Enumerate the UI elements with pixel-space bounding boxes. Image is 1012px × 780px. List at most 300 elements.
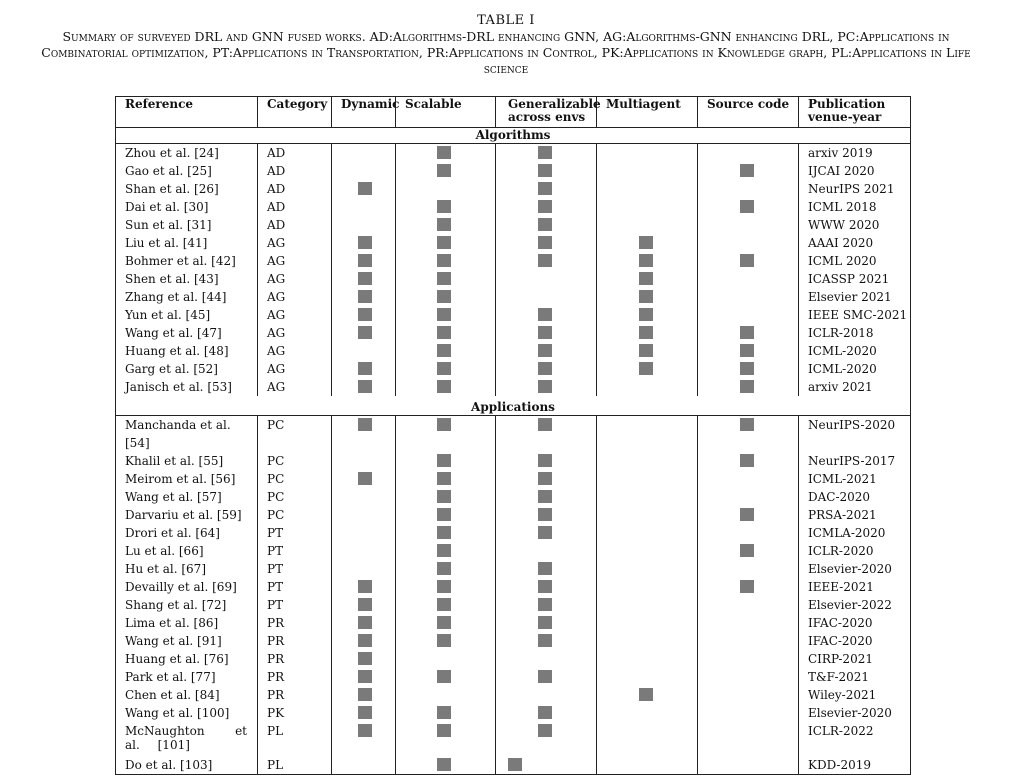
- cell-generalizable: [496, 234, 597, 252]
- cell-generalizable: [496, 306, 597, 324]
- filled-square-icon: [538, 454, 552, 467]
- filled-square-icon: [437, 290, 451, 303]
- table-row: [116, 288, 911, 306]
- cell-multiagent: [597, 686, 698, 704]
- filled-square-icon: [740, 508, 754, 521]
- cell-dynamic: [332, 288, 396, 306]
- cell-multiagent: [597, 180, 698, 198]
- cell-multiagent: [597, 560, 698, 578]
- cell-category: PL: [258, 722, 332, 756]
- table-caption: [20, 12, 992, 77]
- filled-square-icon: [538, 308, 552, 321]
- table-row: [116, 488, 911, 506]
- filled-square-icon: [437, 344, 451, 357]
- cell-venue: ICML-2021: [799, 470, 911, 488]
- table-row: [116, 686, 911, 704]
- cell-reference: Liu et al. [41]: [116, 234, 258, 252]
- cell-venue: Elsevier-2020: [799, 704, 911, 722]
- filled-square-icon: [538, 598, 552, 611]
- filled-square-icon: [538, 526, 552, 539]
- filled-square-icon: [358, 670, 372, 683]
- cell-reference: Khalil et al. [55]: [116, 452, 258, 470]
- cell-scalable: [396, 506, 496, 524]
- cell-scalable: [396, 342, 496, 360]
- cell-venue: ICMLA-2020: [799, 524, 911, 542]
- cell-scalable: [396, 198, 496, 216]
- cell-reference: Shang et al. [72]: [116, 596, 258, 614]
- filled-square-icon: [358, 326, 372, 339]
- cell-category: PC: [258, 470, 332, 488]
- cell-multiagent: [597, 144, 698, 163]
- col-generalizable: Generalizable across envs: [496, 97, 597, 128]
- table-row: [116, 650, 911, 668]
- filled-square-icon: [538, 236, 552, 249]
- col-dynamic: Dynamic: [332, 97, 396, 128]
- cell-generalizable: [496, 596, 597, 614]
- cell-source-code: [698, 180, 799, 198]
- cell-dynamic: [332, 756, 396, 775]
- filled-square-icon: [538, 344, 552, 357]
- cell-multiagent: [597, 360, 698, 378]
- cell-source-code: [698, 234, 799, 252]
- cell-multiagent: [597, 270, 698, 288]
- cell-generalizable: [496, 452, 597, 470]
- table-row: [116, 252, 911, 270]
- section-title: Applications: [116, 400, 911, 416]
- table-row: [116, 722, 911, 756]
- cell-source-code: [698, 686, 799, 704]
- cell-category: AG: [258, 288, 332, 306]
- cell-scalable: [396, 722, 496, 756]
- cell-venue: ICML-2020: [799, 360, 911, 378]
- filled-square-icon: [437, 272, 451, 285]
- filled-square-icon: [358, 472, 372, 485]
- cell-category: PT: [258, 542, 332, 560]
- cell-category: AD: [258, 162, 332, 180]
- cell-category: AG: [258, 342, 332, 360]
- filled-square-icon: [740, 418, 754, 431]
- cell-scalable: [396, 524, 496, 542]
- cell-scalable: [396, 542, 496, 560]
- filled-square-icon: [538, 200, 552, 213]
- cell-source-code: [698, 270, 799, 288]
- cell-dynamic: [332, 144, 396, 163]
- cell-source-code: [698, 614, 799, 632]
- cell-scalable: [396, 560, 496, 578]
- cell-reference: Wang et al. [91]: [116, 632, 258, 650]
- cell-dynamic: [332, 470, 396, 488]
- filled-square-icon: [538, 706, 552, 719]
- cell-reference: Wang et al. [100]: [116, 704, 258, 722]
- cell-multiagent: [597, 596, 698, 614]
- cell-reference: Dai et al. [30]: [116, 198, 258, 216]
- filled-square-icon: [740, 254, 754, 267]
- cell-venue: ICML-2020: [799, 342, 911, 360]
- cell-multiagent: [597, 324, 698, 342]
- cell-generalizable: [496, 542, 597, 560]
- cell-venue: PRSA-2021: [799, 506, 911, 524]
- cell-category: AG: [258, 324, 332, 342]
- table-row: [116, 614, 911, 632]
- cell-multiagent: [597, 416, 698, 453]
- cell-source-code: [698, 162, 799, 180]
- cell-source-code: [698, 722, 799, 756]
- cell-category: PT: [258, 524, 332, 542]
- cell-source-code: [698, 416, 799, 453]
- table-row: [116, 542, 911, 560]
- cell-dynamic: [332, 252, 396, 270]
- cell-scalable: [396, 180, 496, 198]
- filled-square-icon: [538, 164, 552, 177]
- filled-square-icon: [437, 200, 451, 213]
- filled-square-icon: [358, 652, 372, 665]
- cell-reference: Yun et al. [45]: [116, 306, 258, 324]
- cell-scalable: [396, 650, 496, 668]
- cell-reference: Shan et al. [26]: [116, 180, 258, 198]
- cell-scalable: [396, 632, 496, 650]
- table-row: [116, 416, 911, 453]
- cell-generalizable: [496, 198, 597, 216]
- cell-venue: IEEE-2021: [799, 578, 911, 596]
- cell-source-code: [698, 288, 799, 306]
- cell-multiagent: [597, 578, 698, 596]
- cell-scalable: [396, 216, 496, 234]
- filled-square-icon: [538, 362, 552, 375]
- filled-square-icon: [437, 616, 451, 629]
- filled-square-icon: [437, 254, 451, 267]
- filled-square-icon: [639, 344, 653, 357]
- table-row: [116, 360, 911, 378]
- cell-category: PK: [258, 704, 332, 722]
- cell-generalizable: [496, 270, 597, 288]
- cell-category: AG: [258, 306, 332, 324]
- table-row: [116, 342, 911, 360]
- cell-dynamic: [332, 704, 396, 722]
- cell-venue: arxiv 2021: [799, 378, 911, 396]
- cell-scalable: [396, 162, 496, 180]
- filled-square-icon: [437, 236, 451, 249]
- filled-square-icon: [358, 688, 372, 701]
- filled-square-icon: [358, 380, 372, 393]
- cell-reference: Janisch et al. [53]: [116, 378, 258, 396]
- filled-square-icon: [740, 362, 754, 375]
- cell-scalable: [396, 596, 496, 614]
- filled-square-icon: [437, 724, 451, 737]
- table-row: [116, 578, 911, 596]
- filled-square-icon: [639, 362, 653, 375]
- filled-square-icon: [639, 272, 653, 285]
- col-scalable: Scalable: [396, 97, 496, 128]
- cell-venue: ICML 2020: [799, 252, 911, 270]
- cell-venue: NeurIPS-2020: [799, 416, 911, 453]
- cell-source-code: [698, 560, 799, 578]
- cell-reference: Wang et al. [47]: [116, 324, 258, 342]
- filled-square-icon: [538, 146, 552, 159]
- filled-square-icon: [639, 236, 653, 249]
- cell-multiagent: [597, 198, 698, 216]
- filled-square-icon: [538, 254, 552, 267]
- filled-square-icon: [358, 616, 372, 629]
- filled-square-icon: [538, 562, 552, 575]
- cell-reference: Drori et al. [64]: [116, 524, 258, 542]
- cell-category: PC: [258, 452, 332, 470]
- cell-venue: ICASSP 2021: [799, 270, 911, 288]
- cell-dynamic: [332, 668, 396, 686]
- filled-square-icon: [358, 724, 372, 737]
- filled-square-icon: [437, 544, 451, 557]
- cell-scalable: [396, 416, 496, 453]
- cell-venue: IFAC-2020: [799, 632, 911, 650]
- cell-venue: ICLR-2018: [799, 324, 911, 342]
- filled-square-icon: [740, 164, 754, 177]
- cell-dynamic: [332, 722, 396, 756]
- table-row: [116, 144, 911, 163]
- cell-source-code: [698, 704, 799, 722]
- cell-venue: ICML 2018: [799, 198, 911, 216]
- filled-square-icon: [538, 670, 552, 683]
- cell-category: AG: [258, 360, 332, 378]
- cell-venue: IJCAI 2020: [799, 162, 911, 180]
- cell-dynamic: [332, 342, 396, 360]
- cell-reference: Wang et al. [57]: [116, 488, 258, 506]
- cell-dynamic: [332, 198, 396, 216]
- cell-source-code: [698, 470, 799, 488]
- cell-source-code: [698, 632, 799, 650]
- table-row: [116, 470, 911, 488]
- cell-category: PC: [258, 506, 332, 524]
- cell-generalizable: [496, 378, 597, 396]
- cell-multiagent: [597, 488, 698, 506]
- table-row: [116, 632, 911, 650]
- cell-reference: Park et al. [77]: [116, 668, 258, 686]
- table-row: [116, 234, 911, 252]
- cell-dynamic: [332, 632, 396, 650]
- cell-generalizable: [496, 506, 597, 524]
- table-label: TABLE I: [477, 13, 535, 28]
- cell-reference: Sun et al. [31]: [116, 216, 258, 234]
- cell-reference: Garg et al. [52]: [116, 360, 258, 378]
- cell-multiagent: [597, 288, 698, 306]
- filled-square-icon: [538, 508, 552, 521]
- filled-square-icon: [358, 308, 372, 321]
- table-row: [116, 524, 911, 542]
- cell-scalable: [396, 252, 496, 270]
- cell-reference: Huang et al. [48]: [116, 342, 258, 360]
- cell-reference: Zhang et al. [44]: [116, 288, 258, 306]
- cell-reference: Meirom et al. [56]: [116, 470, 258, 488]
- filled-square-icon: [538, 380, 552, 393]
- cell-multiagent: [597, 542, 698, 560]
- cell-source-code: [698, 542, 799, 560]
- filled-square-icon: [358, 418, 372, 431]
- cell-dynamic: [332, 378, 396, 396]
- cell-dynamic: [332, 524, 396, 542]
- filled-square-icon: [740, 580, 754, 593]
- cell-venue: ICLR-2020: [799, 542, 911, 560]
- cell-multiagent: [597, 234, 698, 252]
- cell-scalable: [396, 704, 496, 722]
- filled-square-icon: [358, 362, 372, 375]
- table-row: [116, 560, 911, 578]
- cell-multiagent: [597, 306, 698, 324]
- table-row: [116, 180, 911, 198]
- filled-square-icon: [437, 164, 451, 177]
- filled-square-icon: [538, 472, 552, 485]
- filled-square-icon: [538, 724, 552, 737]
- cell-generalizable: [496, 360, 597, 378]
- cell-venue: Wiley-2021: [799, 686, 911, 704]
- cell-multiagent: [597, 342, 698, 360]
- col-source-code: Source code: [698, 97, 799, 128]
- cell-multiagent: [597, 252, 698, 270]
- cell-category: PT: [258, 596, 332, 614]
- cell-category: AG: [258, 252, 332, 270]
- cell-dynamic: [332, 560, 396, 578]
- filled-square-icon: [437, 634, 451, 647]
- filled-square-icon: [358, 236, 372, 249]
- cell-generalizable: [496, 416, 597, 453]
- col-multiagent: Multiagent: [597, 97, 698, 128]
- filled-square-icon: [538, 182, 552, 195]
- cell-source-code: [698, 378, 799, 396]
- table-row: [116, 324, 911, 342]
- cell-scalable: [396, 488, 496, 506]
- filled-square-icon: [437, 418, 451, 431]
- cell-category: AD: [258, 180, 332, 198]
- cell-venue: Elsevier-2020: [799, 560, 911, 578]
- filled-square-icon: [437, 326, 451, 339]
- cell-source-code: [698, 488, 799, 506]
- cell-generalizable: [496, 704, 597, 722]
- cell-venue: NeurIPS-2017: [799, 452, 911, 470]
- table-row: [116, 452, 911, 470]
- cell-reference: Manchanda et al. [54]: [116, 416, 258, 453]
- cell-category: PC: [258, 416, 332, 453]
- table-description: Summary of surveyed DRL and GNN fused works. AD:Algorithms-DRL enhancing GNN, AG:Algorithms-GNN enhancing DRL, PC:Applications in Combinatorial optimization, PT:Applications in Transportation, PR:Applications in Control, PK:Applications in Knowledge graph, PL:Applications in Life science: [41, 29, 971, 76]
- filled-square-icon: [508, 758, 522, 771]
- cell-venue: KDD-2019: [799, 756, 911, 775]
- table-row: [116, 506, 911, 524]
- cell-dynamic: [332, 416, 396, 453]
- cell-multiagent: [597, 506, 698, 524]
- table-row: [116, 162, 911, 180]
- filled-square-icon: [437, 472, 451, 485]
- filled-square-icon: [437, 580, 451, 593]
- cell-reference: Hu et al. [67]: [116, 560, 258, 578]
- cell-multiagent: [597, 756, 698, 775]
- cell-dynamic: [332, 180, 396, 198]
- cell-source-code: [698, 668, 799, 686]
- cell-generalizable: [496, 216, 597, 234]
- filled-square-icon: [358, 706, 372, 719]
- cell-generalizable: [496, 524, 597, 542]
- cell-scalable: [396, 360, 496, 378]
- cell-scalable: [396, 234, 496, 252]
- cell-reference: Bohmer et al. [42]: [116, 252, 258, 270]
- cell-generalizable: [496, 722, 597, 756]
- cell-generalizable: [496, 288, 597, 306]
- cell-venue: IEEE SMC-2021: [799, 306, 911, 324]
- cell-dynamic: [332, 614, 396, 632]
- filled-square-icon: [437, 670, 451, 683]
- cell-reference: Do et al. [103]: [116, 756, 258, 775]
- filled-square-icon: [358, 272, 372, 285]
- cell-venue: NeurIPS 2021: [799, 180, 911, 198]
- cell-scalable: [396, 686, 496, 704]
- cell-multiagent: [597, 668, 698, 686]
- cell-source-code: [698, 306, 799, 324]
- cell-category: PR: [258, 614, 332, 632]
- cell-generalizable: [496, 162, 597, 180]
- cell-scalable: [396, 270, 496, 288]
- cell-category: AG: [258, 378, 332, 396]
- cell-multiagent: [597, 216, 698, 234]
- filled-square-icon: [358, 580, 372, 593]
- cell-dynamic: [332, 596, 396, 614]
- table-row: [116, 198, 911, 216]
- col-reference: Reference: [116, 97, 258, 128]
- cell-source-code: [698, 324, 799, 342]
- cell-category: PR: [258, 686, 332, 704]
- cell-venue: arxiv 2019: [799, 144, 911, 163]
- cell-venue: AAAI 2020: [799, 234, 911, 252]
- cell-source-code: [698, 578, 799, 596]
- cell-scalable: [396, 378, 496, 396]
- cell-dynamic: [332, 270, 396, 288]
- filled-square-icon: [437, 598, 451, 611]
- table-row: [116, 216, 911, 234]
- cell-generalizable: [496, 560, 597, 578]
- survey-table: [115, 96, 911, 775]
- cell-venue: CIRP-2021: [799, 650, 911, 668]
- filled-square-icon: [437, 362, 451, 375]
- cell-generalizable: [496, 756, 597, 775]
- cell-category: PR: [258, 650, 332, 668]
- filled-square-icon: [639, 308, 653, 321]
- cell-scalable: [396, 144, 496, 163]
- cell-multiagent: [597, 704, 698, 722]
- cell-source-code: [698, 452, 799, 470]
- cell-multiagent: [597, 162, 698, 180]
- filled-square-icon: [538, 326, 552, 339]
- filled-square-icon: [437, 508, 451, 521]
- cell-reference: Gao et al. [25]: [116, 162, 258, 180]
- cell-dynamic: [332, 324, 396, 342]
- cell-dynamic: [332, 578, 396, 596]
- cell-category: AD: [258, 216, 332, 234]
- cell-reference: Lu et al. [66]: [116, 542, 258, 560]
- filled-square-icon: [639, 688, 653, 701]
- cell-generalizable: [496, 342, 597, 360]
- table-row: [116, 596, 911, 614]
- section-header-row: [116, 128, 911, 144]
- cell-category: PR: [258, 668, 332, 686]
- filled-square-icon: [740, 380, 754, 393]
- filled-square-icon: [358, 254, 372, 267]
- cell-category: PL: [258, 756, 332, 775]
- filled-square-icon: [538, 418, 552, 431]
- cell-dynamic: [332, 360, 396, 378]
- cell-generalizable: [496, 578, 597, 596]
- cell-source-code: [698, 216, 799, 234]
- cell-scalable: [396, 614, 496, 632]
- filled-square-icon: [437, 146, 451, 159]
- table-row: [116, 270, 911, 288]
- cell-category: PC: [258, 488, 332, 506]
- section-header-row: [116, 400, 911, 416]
- cell-dynamic: [332, 542, 396, 560]
- cell-multiagent: [597, 632, 698, 650]
